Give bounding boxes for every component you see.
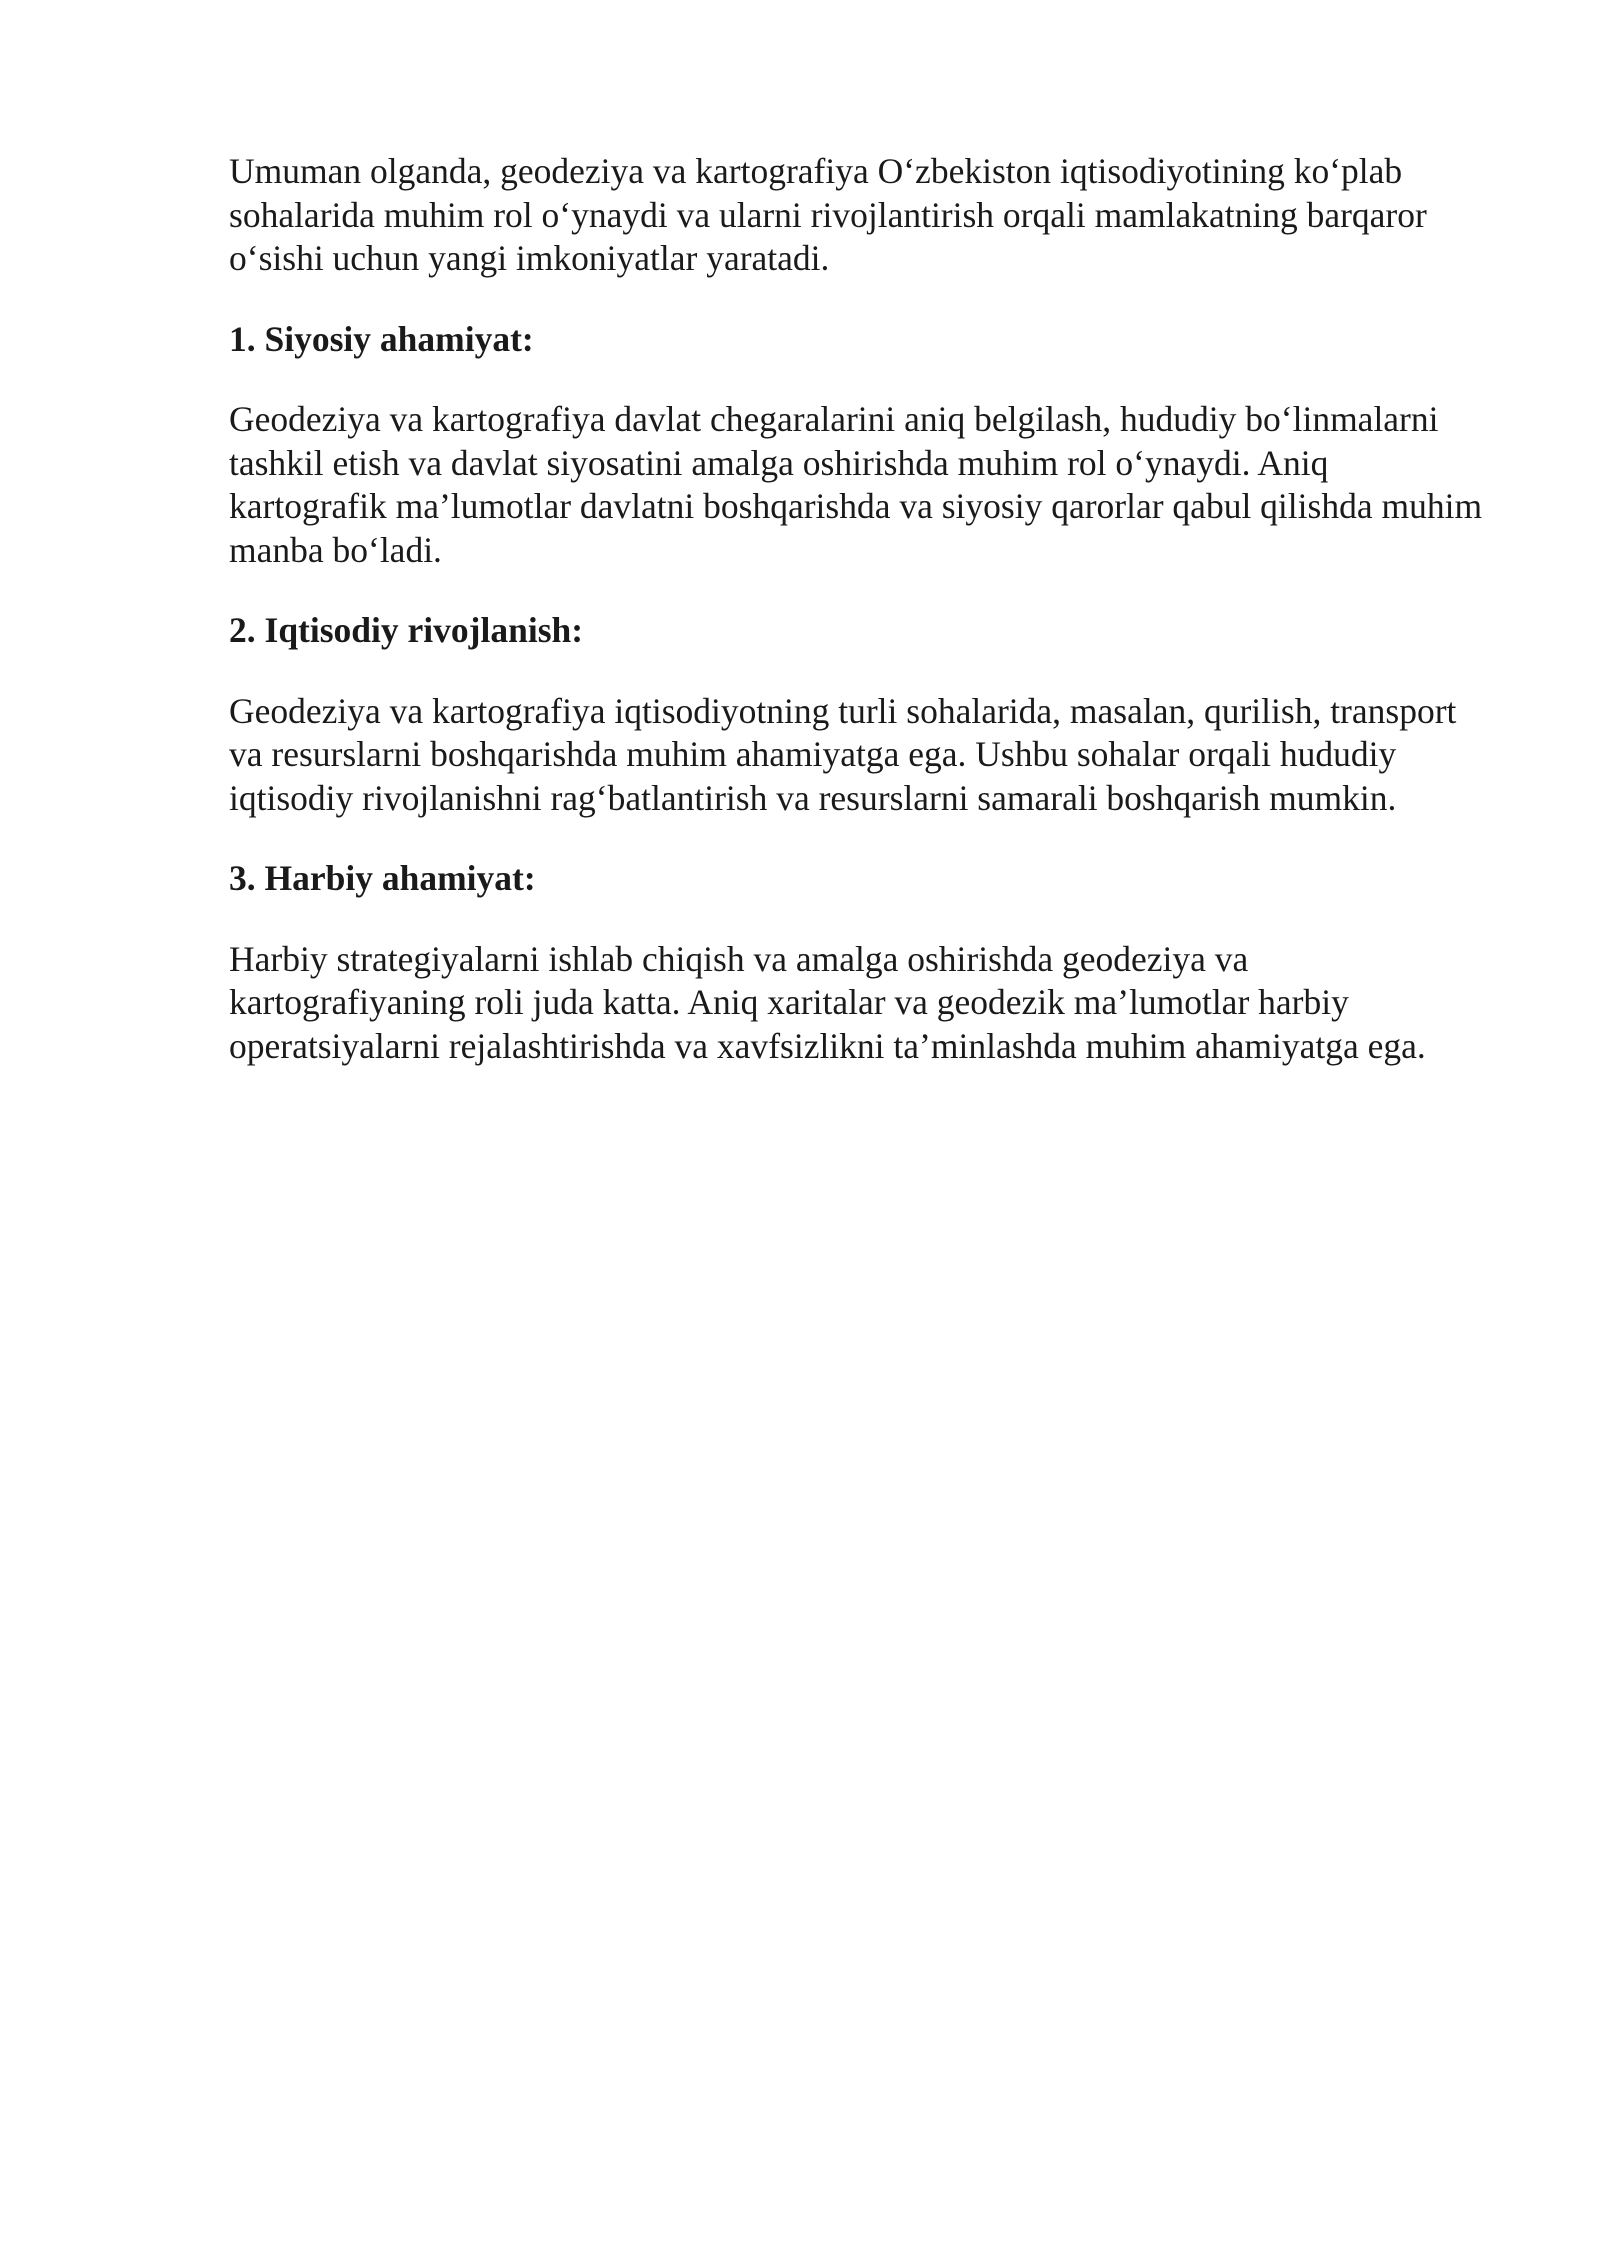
section-heading-military: 3. Harbiy ahamiyat: xyxy=(229,858,536,898)
section-heading-political: 1. Siyosiy ahamiyat: xyxy=(229,318,534,359)
section-heading-economic: 2. Iqtisodiy rivojlanish: xyxy=(229,610,584,650)
intro-paragraph: Umuman olganda, geodeziya va kartografiya O‘zbekiston iqtisodiyotining ko‘plab sohalarida muhim rol o‘ynaydi va ularni rivojlantirish orqali mamlakatning barqaror o‘sishi uchun yangi imkoniyatlar yaratadi. xyxy=(229,151,1427,278)
section-paragraph-military: Harbiy strategiyalarni ishlab chiqish va amalga oshirishda geodeziya va kartografiyaning roli juda katta. Aniq xaritalar va geodezik ma’lumotlar harbiy operatsiyalarni rejalashtirishda va xavfsizlikni ta’minlashda muhim ahamiyatga ega. xyxy=(229,938,1426,1066)
section-paragraph-economic: Geodeziya va kartografiya iqtisodiyotning turli sohalarida, masalan, qurilish, transport va resurslarni boshqarishda muhim ahamiyatga ega. Ushbu sohalar orqali hududiy iqtisodiy rivojlanishni rag‘batlantirish va resurslarni samarali boshqarish mumkin. xyxy=(229,690,1457,818)
section-paragraph-political: Geodeziya va kartografiya davlat chegaralarini aniq belgilash, hududiy bo‘linmalarni tashkil etish va davlat siyosatini amalga oshirishda muhim rol o‘ynaydi. Aniq kartografik ma’lumotlar davlatni boshqarishda va siyosiy qarorlar qabul qilishda muhim manba bo‘ladi. xyxy=(229,399,1483,570)
document-body xyxy=(229,150,1491,1105)
